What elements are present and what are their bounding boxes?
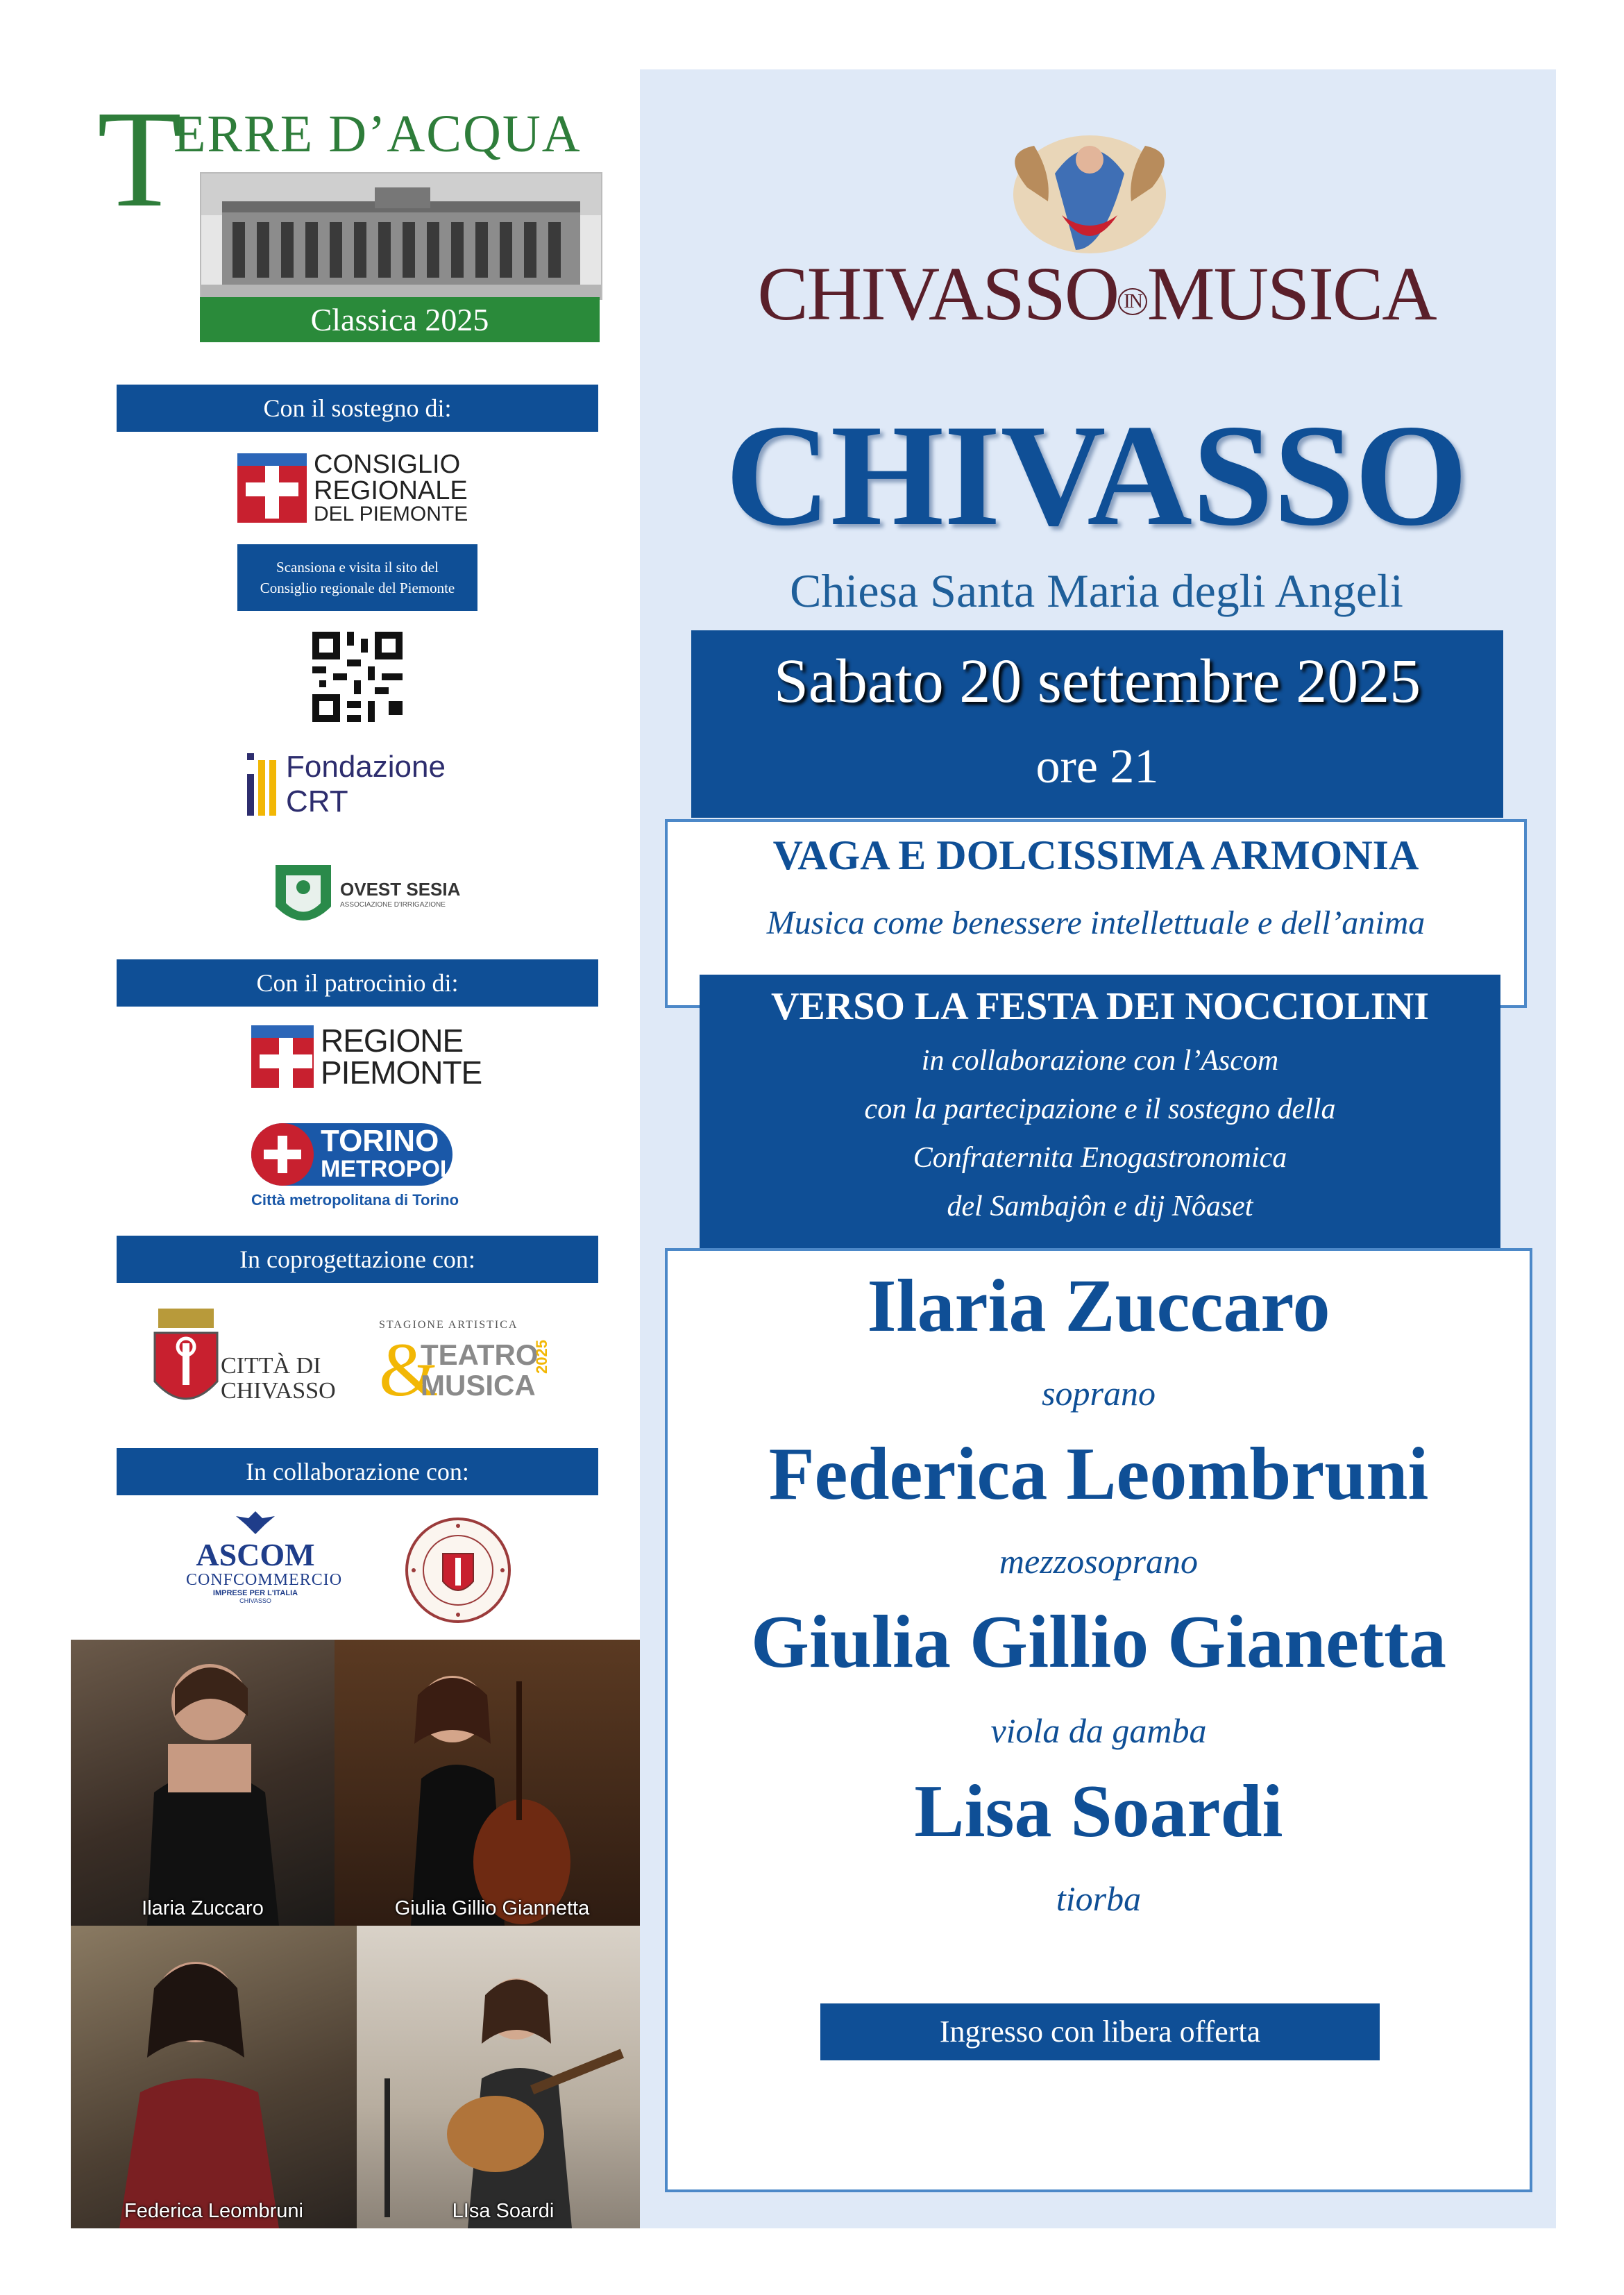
ovest-name: OVEST SESIA: [340, 879, 461, 900]
festa-line-4: del Sambajôn e dij Nôaset: [947, 1191, 1253, 1222]
concert-title: VAGA E DOLCISSIMA ARMONIA: [772, 832, 1419, 878]
regione-shield-icon: [251, 1025, 314, 1088]
consiglio-regionale-logo: [237, 451, 468, 525]
performer-name-1: Ilaria Zuccaro: [867, 1265, 1330, 1347]
torino-caption: Città metropolitana di Torino: [251, 1191, 459, 1209]
angels-artwork-icon: [986, 111, 1194, 264]
coprogettazione-heading: In coprogettazione con:: [117, 1236, 598, 1283]
festa-title: VERSO LA FESTA DEI NOCCIOLINI: [770, 985, 1430, 1028]
performer-name-3: Giulia Gillio Gianetta: [750, 1601, 1447, 1683]
performer-role-2: mezzosoprano: [999, 1542, 1199, 1581]
torino-cross-icon: [251, 1123, 314, 1186]
regione-line-1: REGIONE: [321, 1023, 464, 1059]
performer-name-4: Lisa Soardi: [914, 1770, 1283, 1853]
citta-line-2: CHIVASSO: [221, 1378, 336, 1404]
performer-role-4: tiorba: [1056, 1879, 1142, 1918]
performer-name-2: Federica Leombruni: [768, 1433, 1429, 1515]
scan-line-2: Consiglio regionale del Piemonte: [260, 580, 455, 596]
photo-ilaria: [71, 1640, 335, 1926]
consiglio-line-1: CONSIGLIO: [314, 450, 461, 479]
crt-bars-icon: [247, 753, 278, 816]
citta-di-chivasso-logo: [151, 1305, 339, 1416]
torino-name: TORINO: [321, 1124, 439, 1158]
photo-caption-ilaria: Ilaria Zuccaro: [142, 1897, 264, 1919]
qr-code-icon[interactable]: [312, 632, 403, 722]
photo-caption-giulia: Giulia Gillio Giannetta: [394, 1897, 590, 1919]
ovest-sub: ASSOCIAZIONE D'IRRIGAZIONE: [340, 901, 446, 909]
photo-lisa: [357, 1926, 650, 2228]
photo-caption-lisa: LIsa Soardi: [452, 2200, 555, 2222]
photo-giulia: [335, 1640, 650, 1926]
fondazione-crt-logo: [247, 750, 497, 819]
scan-line-1: Scansiona e visita il sito del: [276, 559, 439, 575]
venue: Chiesa Santa Maria degli Angeli: [790, 564, 1403, 617]
crt-line-2: CRT: [286, 784, 348, 818]
consiglio-line-2: REGIONALE: [314, 476, 468, 505]
photo-federica: [71, 1926, 357, 2228]
ascom-sub-2: IMPRESE PER L'ITALIA: [212, 1589, 298, 1597]
citta-line-1: CITTÀ DI: [221, 1353, 321, 1379]
ampersand-icon: &: [379, 1327, 439, 1412]
teatro-year: 2025: [533, 1340, 550, 1374]
regione-line-2: PIEMONTE: [321, 1054, 482, 1091]
chivasso-in-musica-logo: [694, 250, 1499, 338]
ovest-sesia-emblem-icon: [272, 858, 335, 934]
collaborazione-heading: In collaborazione con:: [117, 1448, 598, 1495]
sostegno-heading: Con il sostegno di:: [117, 385, 598, 432]
event-date: Sabato 20 settembre 2025: [773, 647, 1421, 716]
ascom-sub-1: CONFCOMMERCIO: [186, 1571, 343, 1589]
photo-caption-federica: Federica Leombruni: [124, 2200, 303, 2222]
festa-line-1: in collaborazione con l’Ascom: [921, 1045, 1279, 1077]
ascom-sub-3: CHIVASSO: [239, 1597, 271, 1604]
festival-initial: T: [97, 83, 183, 236]
event-time: ore 21: [1035, 740, 1159, 793]
performer-role-1: soprano: [1042, 1374, 1156, 1413]
festa-line-3: Confraternita Enogastronomica: [913, 1142, 1287, 1174]
torino-sub: METROPOLI: [321, 1156, 462, 1182]
teatro-musica-logo: [379, 1319, 559, 1416]
scan-info-box: [237, 544, 477, 611]
entry-note: Ingresso con libera offerta: [820, 2003, 1380, 2060]
teatro-line-2: MUSICA: [421, 1369, 536, 1402]
confraternita-seal-icon: [403, 1515, 514, 1626]
ovest-sesia-logo: [272, 858, 466, 934]
ascom-name: ASCOM: [196, 1537, 315, 1572]
ascom-logo: [186, 1508, 343, 1612]
regione-piemonte-logo: [251, 1023, 482, 1091]
crt-line-1: Fondazione: [286, 750, 446, 784]
piemonte-shield-icon: [237, 453, 307, 523]
teatro-line-1: TEATRO: [421, 1338, 539, 1371]
performer-photos: [71, 1640, 650, 2228]
concert-subtitle: Musica come benessere intellettuale e dell’anima: [766, 905, 1426, 941]
edition-label: Classica 2025: [200, 297, 600, 342]
brand-part-2: MUSICA: [1147, 251, 1436, 336]
consiglio-line-3: DEL PIEMONTE: [314, 503, 468, 526]
patrocinio-heading: Con il patrocinio di:: [117, 959, 598, 1007]
city-title: CHIVASSO: [725, 395, 1468, 556]
performer-role-3: viola da gamba: [990, 1711, 1207, 1750]
festival-name: ERRE D’ACQUA: [174, 105, 582, 163]
chivasso-crest-icon: [151, 1305, 221, 1416]
festa-line-2: con la partecipazione e il sostegno della: [864, 1093, 1336, 1125]
building-illustration: [200, 172, 602, 300]
teatro-top: STAGIONE ARTISTICA: [379, 1319, 518, 1331]
brand-part-in: IN: [1118, 288, 1147, 315]
ascom-eagle-icon: [235, 1508, 276, 1536]
brand-part-1: CHIVASSO: [757, 251, 1119, 336]
torino-metropoli-logo: [251, 1123, 462, 1213]
